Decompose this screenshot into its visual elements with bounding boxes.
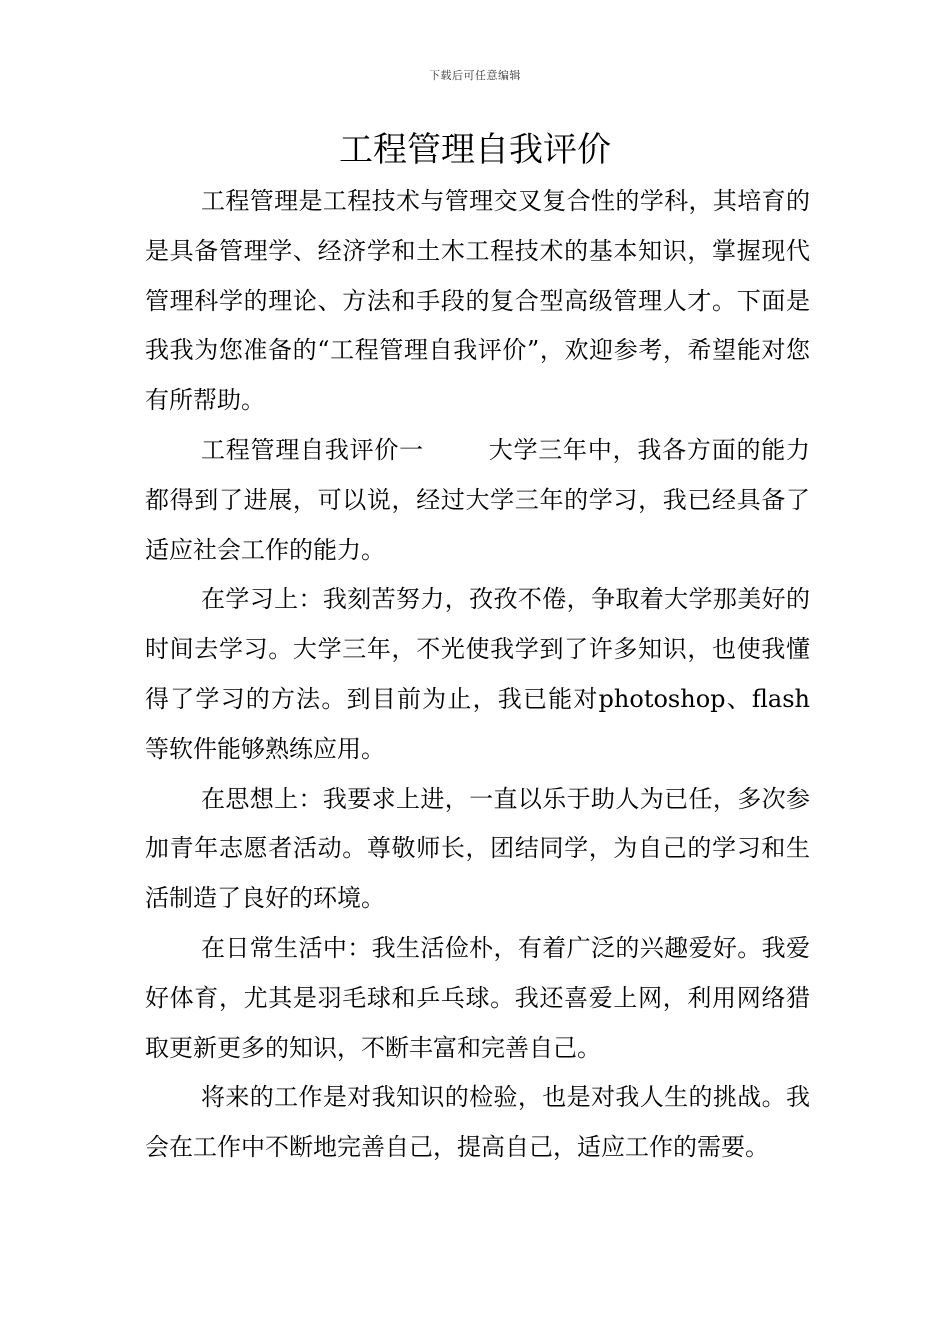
- section-text: 大学三年中，我各方面的能力都得到了进展，可以说，经过大学三年的学习，我已经具备了适应社会工作的能力。: [145, 435, 811, 564]
- paragraph-thought: 在思想上：我要求上进，一直以乐于助人为已任，多次参加青年志愿者活动。尊敬师长，团结同学，为自己的学习和生活制造了良好的环境。: [145, 784, 810, 913]
- paragraph-study: 在学习上：我刻苦努力，孜孜不倦，争取着大学那美好的时间去学习。大学三年，不光使我学到了许多知识，也使我懂得了学习的方法。到目前为止，我已能对photoshop、flash等软件能够熟练应用。: [145, 585, 810, 763]
- paragraph-intro: 工程管理是工程技术与管理交叉复合性的学科，其培育的是具备管理学、经济学和土木工程技术的基本知识，掌握现代管理科学的理论、方法和手段的复合型高级管理人才。下面是我我为您准备的“工程管理自我评价”，欢迎参考，希望能对您有所帮助。: [145, 187, 810, 415]
- document-body: [145, 177, 810, 1173]
- document-title: 工程管理自我评价: [339, 130, 611, 170]
- paragraph-future: 将来的工作是对我知识的检验，也是对我人生的挑战。我会在工作中不断地完善自己，提高自己，适应工作的需要。: [145, 1083, 810, 1162]
- header-note: 下载后可任意编辑: [429, 69, 521, 82]
- section-heading: 工程管理自我评价一: [201, 435, 424, 464]
- paragraph-daily-life: 在日常生活中：我生活俭朴，有着广泛的兴趣爱好。我爱好体育，尤其是羽毛球和乒乓球。我还喜爱上网，利用网络猎取更新更多的知识，不断丰富和完善自己。: [145, 933, 810, 1062]
- paragraph-evaluation-one: [145, 426, 810, 575]
